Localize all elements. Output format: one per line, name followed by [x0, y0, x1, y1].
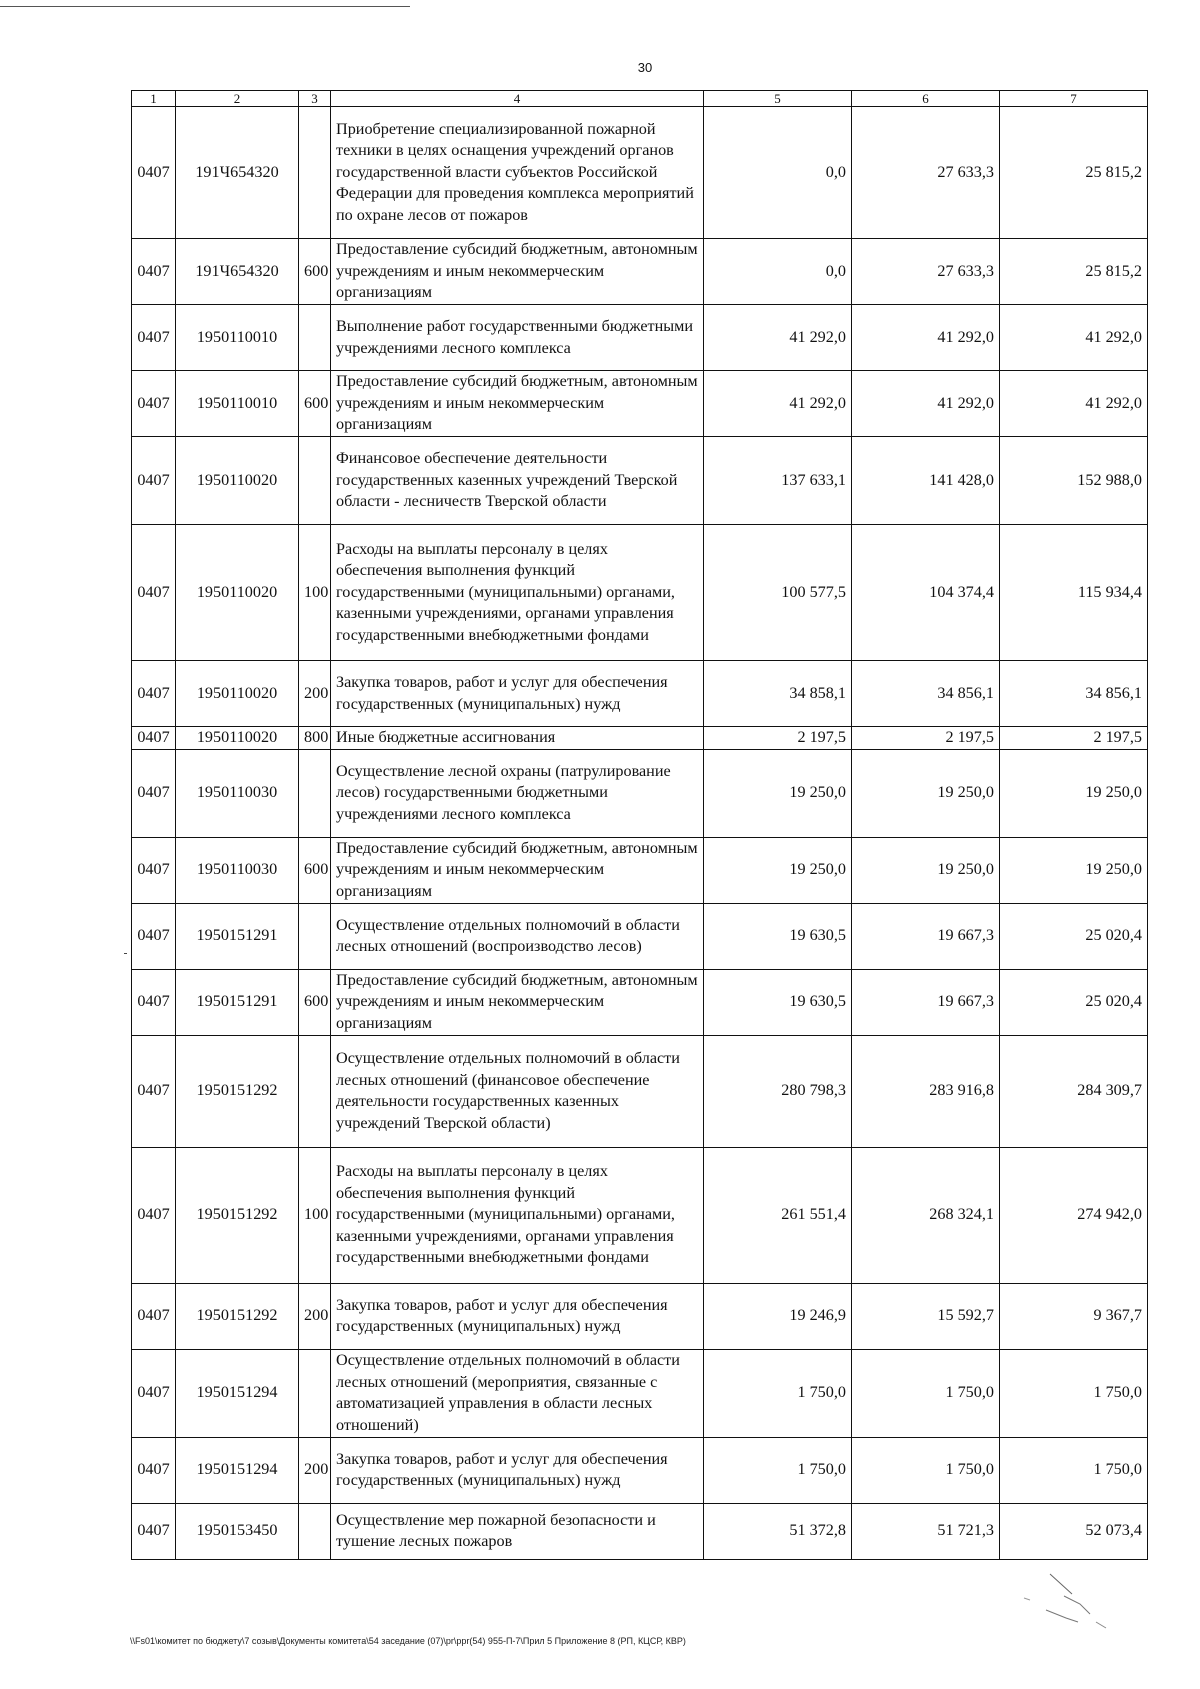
expense-type-cell: 600 — [299, 371, 331, 437]
section-code-cell: 0407 — [132, 239, 176, 305]
expense-type-cell: 100 — [299, 525, 331, 661]
column-header: 7 — [1000, 91, 1148, 107]
amount-year1-cell: 261 551,4 — [704, 1147, 852, 1283]
column-header: 3 — [299, 91, 331, 107]
column-number-row — [132, 91, 1148, 107]
description-cell: Расходы на выплаты персоналу в целях обеспечения выполнения функций государственными (муниципальными) органами, казенными учреждениями, органами управления государственными внебюджетными фондами — [331, 525, 704, 661]
section-code-cell: 0407 — [132, 1349, 176, 1437]
expense-type-cell — [299, 305, 331, 371]
target-article-cell: 1950151291 — [176, 969, 299, 1035]
handwritten-mark — [1020, 1570, 1110, 1630]
table-row — [132, 525, 1148, 661]
amount-year2-cell: 34 856,1 — [852, 661, 1000, 727]
expense-type-cell: 800 — [299, 727, 331, 750]
table-body — [132, 107, 1148, 1560]
target-article-cell: 1950110010 — [176, 371, 299, 437]
table-row — [132, 727, 1148, 750]
amount-year2-cell: 19 667,3 — [852, 969, 1000, 1035]
table-row — [132, 749, 1148, 837]
amount-year2-cell: 15 592,7 — [852, 1283, 1000, 1349]
amount-year3-cell: 25 020,4 — [1000, 969, 1148, 1035]
column-header: 4 — [331, 91, 704, 107]
target-article-cell: 1950110020 — [176, 727, 299, 750]
amount-year3-cell: 152 988,0 — [1000, 437, 1148, 525]
budget-table — [131, 90, 1148, 1560]
amount-year1-cell: 280 798,3 — [704, 1035, 852, 1147]
expense-type-cell — [299, 437, 331, 525]
amount-year2-cell: 1 750,0 — [852, 1349, 1000, 1437]
description-cell: Осуществление мер пожарной безопасности и тушение лесных пожаров — [331, 1503, 704, 1559]
section-code-cell: 0407 — [132, 107, 176, 239]
description-cell: Предоставление субсидий бюджетным, автономным учреждениям и иным некоммерческим организациям — [331, 969, 704, 1035]
amount-year1-cell: 51 372,8 — [704, 1503, 852, 1559]
amount-year1-cell: 1 750,0 — [704, 1349, 852, 1437]
amount-year2-cell: 1 750,0 — [852, 1437, 1000, 1503]
amount-year3-cell: 25 815,2 — [1000, 107, 1148, 239]
amount-year2-cell: 104 374,4 — [852, 525, 1000, 661]
section-code-cell: 0407 — [132, 371, 176, 437]
amount-year2-cell: 51 721,3 — [852, 1503, 1000, 1559]
description-cell: Приобретение специализированной пожарной техники в целях оснащения учреждений органов государственной власти субъектов Российской Федерации для проведения комплекса мероприятий по охране лесов от пожаров — [331, 107, 704, 239]
section-code-cell: 0407 — [132, 305, 176, 371]
expense-type-cell: 600 — [299, 239, 331, 305]
description-cell: Закупка товаров, работ и услуг для обеспечения государственных (муниципальных) нужд — [331, 1437, 704, 1503]
table-row — [132, 1349, 1148, 1437]
description-cell: Предоставление субсидий бюджетным, автономным учреждениям и иным некоммерческим организациям — [331, 239, 704, 305]
expense-type-cell — [299, 749, 331, 837]
expense-type-cell: 600 — [299, 969, 331, 1035]
amount-year1-cell: 34 858,1 — [704, 661, 852, 727]
section-code-cell: 0407 — [132, 661, 176, 727]
amount-year1-cell: 100 577,5 — [704, 525, 852, 661]
table-row — [132, 1437, 1148, 1503]
amount-year3-cell: 25 020,4 — [1000, 903, 1148, 969]
table-row — [132, 1147, 1148, 1283]
target-article-cell: 1950110020 — [176, 525, 299, 661]
expense-type-cell — [299, 1035, 331, 1147]
section-code-cell: 0407 — [132, 525, 176, 661]
amount-year2-cell: 19 667,3 — [852, 903, 1000, 969]
target-article-cell: 1950151292 — [176, 1147, 299, 1283]
expense-type-cell: 600 — [299, 837, 331, 903]
amount-year2-cell: 283 916,8 — [852, 1035, 1000, 1147]
table-row — [132, 107, 1148, 239]
table-row — [132, 437, 1148, 525]
column-header: 1 — [132, 91, 176, 107]
amount-year1-cell: 137 633,1 — [704, 437, 852, 525]
target-article-cell: 1950110020 — [176, 661, 299, 727]
amount-year3-cell: 2 197,5 — [1000, 727, 1148, 750]
amount-year3-cell: 274 942,0 — [1000, 1147, 1148, 1283]
section-code-cell: 0407 — [132, 969, 176, 1035]
amount-year3-cell: 41 292,0 — [1000, 371, 1148, 437]
amount-year3-cell: 25 815,2 — [1000, 239, 1148, 305]
column-header: 2 — [176, 91, 299, 107]
expense-type-cell: 200 — [299, 661, 331, 727]
expense-type-cell: 100 — [299, 1147, 331, 1283]
description-cell: Закупка товаров, работ и услуг для обеспечения государственных (муниципальных) нужд — [331, 1283, 704, 1349]
amount-year3-cell: 19 250,0 — [1000, 837, 1148, 903]
amount-year3-cell: 1 750,0 — [1000, 1437, 1148, 1503]
table-row — [132, 1035, 1148, 1147]
column-header: 6 — [852, 91, 1000, 107]
amount-year2-cell: 41 292,0 — [852, 305, 1000, 371]
amount-year2-cell: 27 633,3 — [852, 239, 1000, 305]
target-article-cell: 1950151294 — [176, 1437, 299, 1503]
file-path-footer: \\Fs01\комитет по бюджету\7 созыв\Документы комитета\54 заседание (07)\pr\ppr(54) 955-П-7\Прил 5 Приложение 8 (РП, КЦСР, КВР) — [130, 1636, 686, 1646]
table-row — [132, 969, 1148, 1035]
target-article-cell: 1950110030 — [176, 749, 299, 837]
target-article-cell: 1950151292 — [176, 1283, 299, 1349]
amount-year2-cell: 41 292,0 — [852, 371, 1000, 437]
expense-type-cell — [299, 107, 331, 239]
amount-year3-cell: 34 856,1 — [1000, 661, 1148, 727]
amount-year2-cell: 27 633,3 — [852, 107, 1000, 239]
amount-year3-cell: 52 073,4 — [1000, 1503, 1148, 1559]
target-article-cell: 1950110030 — [176, 837, 299, 903]
table-row — [132, 239, 1148, 305]
table-row — [132, 837, 1148, 903]
amount-year2-cell: 19 250,0 — [852, 749, 1000, 837]
expense-type-cell — [299, 903, 331, 969]
section-code-cell: 0407 — [132, 727, 176, 750]
description-cell: Осуществление отдельных полномочий в области лесных отношений (мероприятия, связанные с автоматизацией управления в области лесных отношений) — [331, 1349, 704, 1437]
amount-year3-cell: 9 367,7 — [1000, 1283, 1148, 1349]
amount-year2-cell: 141 428,0 — [852, 437, 1000, 525]
target-article-cell: 1950151291 — [176, 903, 299, 969]
column-header: 5 — [704, 91, 852, 107]
amount-year3-cell: 1 750,0 — [1000, 1349, 1148, 1437]
amount-year1-cell: 19 250,0 — [704, 749, 852, 837]
description-cell: Осуществление лесной охраны (патрулирование лесов) государственными бюджетными учреждениями лесного комплекса — [331, 749, 704, 837]
description-cell: Осуществление отдельных полномочий в области лесных отношений (воспроизводство лесов) — [331, 903, 704, 969]
target-article-cell: 191Ч654320 — [176, 107, 299, 239]
amount-year1-cell: 1 750,0 — [704, 1437, 852, 1503]
description-cell: Предоставление субсидий бюджетным, автономным учреждениям и иным некоммерческим организациям — [331, 837, 704, 903]
table-row — [132, 305, 1148, 371]
section-code-cell: 0407 — [132, 1035, 176, 1147]
amount-year1-cell: 0,0 — [704, 239, 852, 305]
section-code-cell: 0407 — [132, 1503, 176, 1559]
amount-year1-cell: 41 292,0 — [704, 305, 852, 371]
expense-type-cell — [299, 1349, 331, 1437]
target-article-cell: 1950151292 — [176, 1035, 299, 1147]
page-number: 30 — [637, 60, 653, 75]
amount-year1-cell: 41 292,0 — [704, 371, 852, 437]
table-row — [132, 903, 1148, 969]
section-code-cell: 0407 — [132, 1147, 176, 1283]
amount-year2-cell: 268 324,1 — [852, 1147, 1000, 1283]
target-article-cell: 1950110010 — [176, 305, 299, 371]
expense-type-cell — [299, 1503, 331, 1559]
section-code-cell: 0407 — [132, 903, 176, 969]
description-cell: Предоставление субсидий бюджетным, автономным учреждениям и иным некоммерческим организациям — [331, 371, 704, 437]
expense-type-cell: 200 — [299, 1283, 331, 1349]
section-code-cell: 0407 — [132, 1283, 176, 1349]
amount-year1-cell: 19 246,9 — [704, 1283, 852, 1349]
amount-year1-cell: 2 197,5 — [704, 727, 852, 750]
section-code-cell: 0407 — [132, 437, 176, 525]
amount-year1-cell: 19 250,0 — [704, 837, 852, 903]
description-cell: Осуществление отдельных полномочий в области лесных отношений (финансовое обеспечение деятельности государственных казенных учреждений Тверской области) — [331, 1035, 704, 1147]
section-code-cell: 0407 — [132, 837, 176, 903]
description-cell: Закупка товаров, работ и услуг для обеспечения государственных (муниципальных) нужд — [331, 661, 704, 727]
description-cell: Иные бюджетные ассигнования — [331, 727, 704, 750]
section-code-cell: 0407 — [132, 749, 176, 837]
amount-year3-cell: 41 292,0 — [1000, 305, 1148, 371]
amount-year3-cell: 115 934,4 — [1000, 525, 1148, 661]
description-cell: Расходы на выплаты персоналу в целях обеспечения выполнения функций государственными (муниципальными) органами, казенными учреждениями, органами управления государственными внебюджетными фондами — [331, 1147, 704, 1283]
target-article-cell: 191Ч654320 — [176, 239, 299, 305]
section-code-cell: 0407 — [132, 1437, 176, 1503]
target-article-cell: 1950151294 — [176, 1349, 299, 1437]
amount-year2-cell: 19 250,0 — [852, 837, 1000, 903]
margin-mark — [124, 953, 127, 954]
description-cell: Финансовое обеспечение деятельности государственных казенных учреждений Тверской области - лесничеств Тверской области — [331, 437, 704, 525]
amount-year2-cell: 2 197,5 — [852, 727, 1000, 750]
top-rule — [0, 6, 410, 7]
amount-year1-cell: 0,0 — [704, 107, 852, 239]
expense-type-cell: 200 — [299, 1437, 331, 1503]
amount-year3-cell: 284 309,7 — [1000, 1035, 1148, 1147]
amount-year1-cell: 19 630,5 — [704, 969, 852, 1035]
description-cell: Выполнение работ государственными бюджетными учреждениями лесного комплекса — [331, 305, 704, 371]
table-row — [132, 371, 1148, 437]
target-article-cell: 1950110020 — [176, 437, 299, 525]
table-row — [132, 661, 1148, 727]
amount-year3-cell: 19 250,0 — [1000, 749, 1148, 837]
target-article-cell: 1950153450 — [176, 1503, 299, 1559]
table-row — [132, 1503, 1148, 1559]
amount-year1-cell: 19 630,5 — [704, 903, 852, 969]
table-row — [132, 1283, 1148, 1349]
